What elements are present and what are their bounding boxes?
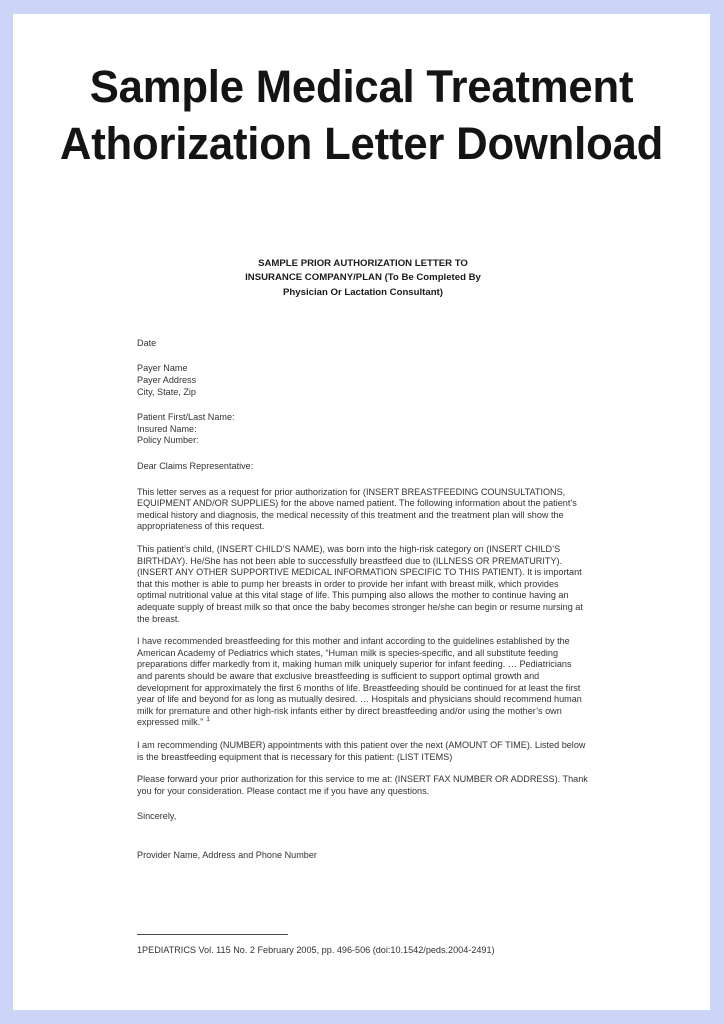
footnote-marker: 1: [206, 716, 210, 724]
letter-heading-line-1: SAMPLE PRIOR AUTHORIZATION LETTER TO: [258, 258, 468, 269]
salutation-block: [137, 461, 589, 473]
closing-block: [137, 811, 589, 861]
page-title-line-2: Athorization Letter Download: [59, 118, 664, 169]
aap-quote-text: I have recommended breastfeeding for this mother and infant according to the guidelines established by the American Academy of Pediatrics which states, “Human milk is species-specific, and all substitute feeding preparations differ markedly from it, making human milk uniquely superior for infant feeding. … Pediatricians and parents should be aware that exclusive breastfeeding is sufficient to support optimal growth and development for approximately the first 6 months of life. Breastfeeding should be continued for at least the first year of life and beyond for as long as mutually desired. … Hospitals and physicians should recommend human milk for premature and other high-risk infants either by direct breastfeeding and/or using the mother’s own expressed milk.”: [137, 636, 585, 728]
letter-heading: [137, 257, 589, 300]
letter-heading-line-3: Physician Or Lactation Consultant): [283, 286, 443, 298]
body-paragraphs: [137, 487, 589, 798]
letter-body: [137, 257, 589, 861]
footnote-divider: [137, 934, 288, 935]
document-page: [13, 14, 710, 1010]
paragraph-patient-history: This patient’s child, (INSERT CHILD’S NAME), was born into the high-risk category on (INSERT CHILD’S BIRTHDAY). He/She has not been able to successfully breastfeed due to (ILLNESS OR PREMATURITY). (INSERT ANY OTHER SUPPORTIVE MEDICAL INFORMATION SPECIFIC TO THIS PATIENT). It is important that this mother is able to pump her breasts in order to provide her infant with breast milk, which provides optimal nutritional value at this vital stage of life. This pumping also allows the mother to continue having an adequate supply of breast milk so that once the baby becomes stronger he/she can begin or resume nursing at the breast.: [137, 544, 586, 624]
patient-name-field: Patient First/Last Name:: [137, 412, 235, 423]
footnote-section: [137, 934, 597, 957]
salutation: Dear Claims Representative:: [137, 461, 254, 472]
paragraph-forward-authorization: Please forward your prior authorization for this service to me at: (INSERT FAX NUMBER OR ADDRESS). Thank you for your consideration. Please contact me if you have any questions.: [137, 774, 591, 796]
policy-number-field: Policy Number:: [137, 435, 199, 446]
letter-heading-line-2: INSURANCE COMPANY/PLAN (To Be Completed By: [245, 272, 481, 284]
page-title: [23, 14, 699, 172]
payer-city-state-zip: City, State, Zip: [137, 386, 196, 397]
payer-block: [137, 363, 589, 398]
paragraph-aap-quote: [137, 636, 589, 729]
date-block: [137, 338, 589, 350]
paragraph-appointments: I am recommending (NUMBER) appointments with this patient over the next (AMOUNT OF TIME). Listed below is the breastfeeding equipment that is necessary for this patient: (LIST ITEMS): [137, 739, 588, 762]
paragraph-request: This letter serves as a request for prior authorization for (INSERT BREASTFEEDING COUNSULTATIONS, EQUIPMENT AND/OR SUPPLIES) for the above named patient. The following information about the patient’s medical history and diagnosis, the medical necessity of this treatment and the treatment plan will show the appropriateness of this request.: [137, 486, 580, 532]
date-label: Date: [137, 337, 157, 348]
insured-name-field: Insured Name:: [137, 423, 197, 434]
patient-block: [137, 412, 589, 447]
page-title-line-1: Sample Medical Treatment: [89, 61, 634, 112]
payer-address: Payer Address: [137, 375, 197, 386]
provider-signature-line: Provider Name, Address and Phone Number: [137, 849, 317, 860]
payer-name: Payer Name: [137, 363, 188, 374]
closing-salutation: Sincerely,: [137, 811, 177, 822]
footnote-citation: 1PEDIATRICS Vol. 115 No. 2 February 2005, pp. 496-506 (doi:10.1542/peds.2004-2491): [137, 945, 495, 955]
